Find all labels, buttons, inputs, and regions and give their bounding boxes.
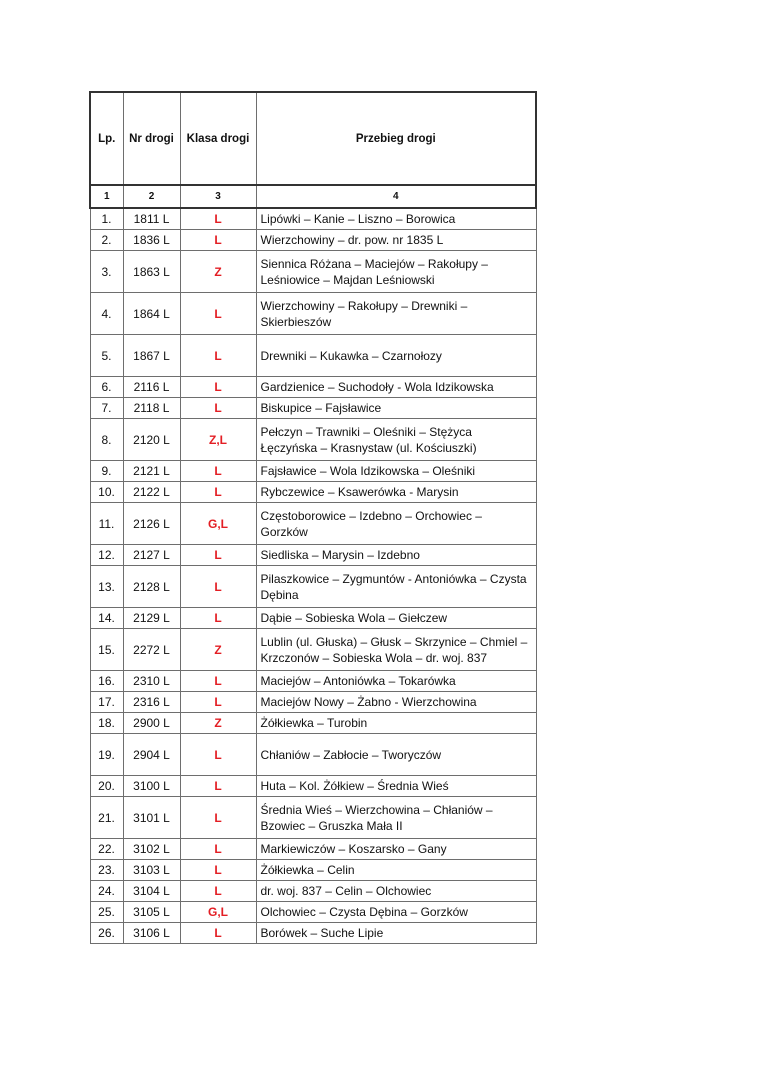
road-number: 3106 L	[123, 923, 180, 944]
row-number: 8.	[90, 419, 123, 461]
road-route: Pełczyn – Trawniki – Oleśniki – Stężyca Łęczyńska – Krasnystaw (ul. Kościuszki)	[256, 419, 536, 461]
road-class: L	[180, 671, 256, 692]
column-number: 2	[123, 185, 180, 208]
road-number: 3104 L	[123, 881, 180, 902]
road-class: L	[180, 692, 256, 713]
road-class: L	[180, 293, 256, 335]
road-number: 2129 L	[123, 608, 180, 629]
row-number: 12.	[90, 545, 123, 566]
road-class: L	[180, 797, 256, 839]
road-route: Maciejów – Antoniówka – Tokarówka	[256, 671, 536, 692]
row-number: 16.	[90, 671, 123, 692]
road-number: 1811 L	[123, 208, 180, 230]
road-class: L	[180, 566, 256, 608]
road-class: G,L	[180, 902, 256, 923]
road-number: 2310 L	[123, 671, 180, 692]
row-number: 24.	[90, 881, 123, 902]
table-row	[90, 839, 536, 860]
road-class: G,L	[180, 503, 256, 545]
table-row	[90, 230, 536, 251]
row-number: 5.	[90, 335, 123, 377]
road-class: L	[180, 881, 256, 902]
row-number: 2.	[90, 230, 123, 251]
header-nr-drogi: Nr drogi	[123, 92, 180, 185]
road-class: L	[180, 545, 256, 566]
road-number: 1867 L	[123, 335, 180, 377]
road-number: 2272 L	[123, 629, 180, 671]
road-route: Huta – Kol. Żółkiew – Średnia Wieś	[256, 776, 536, 797]
header-lp: Lp.	[90, 92, 123, 185]
table-row	[90, 860, 536, 881]
table-row	[90, 797, 536, 839]
table-row	[90, 734, 536, 776]
road-number: 2128 L	[123, 566, 180, 608]
road-route: Lipówki – Kanie – Liszno – Borowica	[256, 208, 536, 230]
column-number: 1	[90, 185, 123, 208]
row-number: 6.	[90, 377, 123, 398]
road-route: Fajsławice – Wola Idzikowska – Oleśniki	[256, 461, 536, 482]
row-number: 22.	[90, 839, 123, 860]
road-route: Siedliska – Marysin – Izdebno	[256, 545, 536, 566]
table-row	[90, 461, 536, 482]
road-class: Z	[180, 251, 256, 293]
table-row	[90, 545, 536, 566]
table-body	[90, 208, 536, 944]
row-number: 9.	[90, 461, 123, 482]
row-number: 10.	[90, 482, 123, 503]
road-class: L	[180, 208, 256, 230]
row-number: 20.	[90, 776, 123, 797]
road-number: 3102 L	[123, 839, 180, 860]
road-number: 2316 L	[123, 692, 180, 713]
road-route: Pilaszkowice – Zygmuntów - Antoniówka – Czysta Dębina	[256, 566, 536, 608]
road-route: Biskupice – Fajsławice	[256, 398, 536, 419]
row-number: 26.	[90, 923, 123, 944]
row-number: 4.	[90, 293, 123, 335]
road-class: Z,L	[180, 419, 256, 461]
road-number: 3105 L	[123, 902, 180, 923]
column-number: 4	[256, 185, 536, 208]
table-row	[90, 923, 536, 944]
table-row	[90, 566, 536, 608]
road-number: 3103 L	[123, 860, 180, 881]
road-class: Z	[180, 629, 256, 671]
row-number: 25.	[90, 902, 123, 923]
road-route: Rybczewice – Ksawerówka - Marysin	[256, 482, 536, 503]
table-row	[90, 377, 536, 398]
road-class: Z	[180, 713, 256, 734]
road-route: Borówek – Suche Lipie	[256, 923, 536, 944]
road-number: 2121 L	[123, 461, 180, 482]
row-number: 11.	[90, 503, 123, 545]
roads-table	[89, 91, 537, 944]
header-row	[90, 92, 536, 185]
road-class: L	[180, 230, 256, 251]
road-route: Maciejów Nowy – Żabno - Wierzchowina	[256, 692, 536, 713]
road-number: 2118 L	[123, 398, 180, 419]
road-number: 1864 L	[123, 293, 180, 335]
row-number: 13.	[90, 566, 123, 608]
road-class: L	[180, 482, 256, 503]
road-route: Częstoborowice – Izdebno – Orchowiec – Gorzków	[256, 503, 536, 545]
table-row	[90, 902, 536, 923]
road-route: Średnia Wieś – Wierzchowina – Chłaniów – Bzowiec – Gruszka Mała II	[256, 797, 536, 839]
table-row	[90, 692, 536, 713]
column-number: 3	[180, 185, 256, 208]
road-route: dr. woj. 837 – Celin – Olchowiec	[256, 881, 536, 902]
table-row	[90, 671, 536, 692]
road-route: Dąbie – Sobieska Wola – Giełczew	[256, 608, 536, 629]
road-class: L	[180, 377, 256, 398]
road-class: L	[180, 776, 256, 797]
row-number: 17.	[90, 692, 123, 713]
road-route: Chłaniów – Zabłocie – Tworyczów	[256, 734, 536, 776]
road-route: Żółkiewka – Turobin	[256, 713, 536, 734]
table-row	[90, 335, 536, 377]
table-row	[90, 608, 536, 629]
road-number: 2127 L	[123, 545, 180, 566]
table-row	[90, 629, 536, 671]
road-number: 1863 L	[123, 251, 180, 293]
table-row	[90, 776, 536, 797]
header-klasa-drogi: Klasa drogi	[180, 92, 256, 185]
road-route: Siennica Różana – Maciejów – Rakołupy – Leśniowice – Majdan Leśniowski	[256, 251, 536, 293]
road-class: L	[180, 398, 256, 419]
column-number-row	[90, 185, 536, 208]
table-row	[90, 293, 536, 335]
table-row	[90, 881, 536, 902]
road-route: Markiewiczów – Koszarsko – Gany	[256, 839, 536, 860]
row-number: 23.	[90, 860, 123, 881]
road-number: 3100 L	[123, 776, 180, 797]
table-row	[90, 398, 536, 419]
row-number: 18.	[90, 713, 123, 734]
header-przebieg-drogi: Przebieg drogi	[256, 92, 536, 185]
road-number: 3101 L	[123, 797, 180, 839]
road-route: Wierzchowiny – Rakołupy – Drewniki – Skierbieszów	[256, 293, 536, 335]
row-number: 7.	[90, 398, 123, 419]
road-class: L	[180, 608, 256, 629]
road-route: Olchowiec – Czysta Dębina – Gorzków	[256, 902, 536, 923]
table-row	[90, 713, 536, 734]
road-number: 2126 L	[123, 503, 180, 545]
road-class: L	[180, 860, 256, 881]
table-row	[90, 503, 536, 545]
road-number: 1836 L	[123, 230, 180, 251]
road-route: Żółkiewka – Celin	[256, 860, 536, 881]
row-number: 15.	[90, 629, 123, 671]
road-number: 2122 L	[123, 482, 180, 503]
road-class: L	[180, 335, 256, 377]
road-route: Lublin (ul. Głuska) – Głusk – Skrzynice – Chmiel – Krzczonów – Sobieska Wola – dr. woj. 837	[256, 629, 536, 671]
road-number: 2116 L	[123, 377, 180, 398]
row-number: 21.	[90, 797, 123, 839]
road-class: L	[180, 839, 256, 860]
row-number: 19.	[90, 734, 123, 776]
road-number: 2904 L	[123, 734, 180, 776]
road-number: 2120 L	[123, 419, 180, 461]
road-class: L	[180, 461, 256, 482]
row-number: 1.	[90, 208, 123, 230]
road-route: Wierzchowiny – dr. pow. nr 1835 L	[256, 230, 536, 251]
table-row	[90, 208, 536, 230]
table-row	[90, 482, 536, 503]
row-number: 3.	[90, 251, 123, 293]
road-route: Gardzienice – Suchodoły - Wola Idzikowska	[256, 377, 536, 398]
road-number: 2900 L	[123, 713, 180, 734]
road-class: L	[180, 923, 256, 944]
row-number: 14.	[90, 608, 123, 629]
road-route: Drewniki – Kukawka – Czarnołozy	[256, 335, 536, 377]
road-class: L	[180, 734, 256, 776]
table-row	[90, 419, 536, 461]
table-row	[90, 251, 536, 293]
